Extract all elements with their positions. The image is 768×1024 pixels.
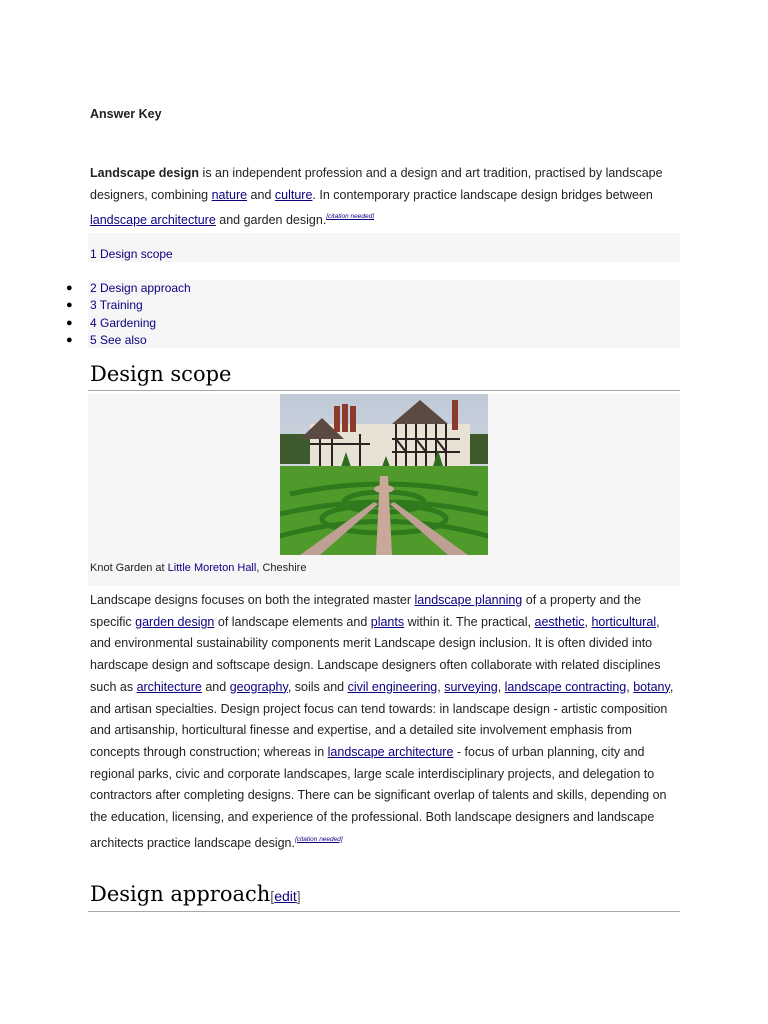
link-horticultural[interactable]: horticultural <box>591 614 657 629</box>
link-culture[interactable]: culture <box>274 187 313 202</box>
bullet-icon: ● <box>66 333 73 346</box>
body-text: , and environmental sustainability components merit Landscape design inclusion. It is often divided into hardscape design and softscape design. Landscape designers often collaborate with related disciplines such as <box>90 614 661 694</box>
toc-item-training[interactable]: 3 Training <box>90 298 143 313</box>
figure-caption <box>90 562 306 574</box>
edit-section-link <box>270 888 300 904</box>
caption-text: , Cheshire <box>256 562 307 574</box>
body-text: , <box>497 679 505 694</box>
body-text: , <box>437 679 445 694</box>
toc-item-design-scope[interactable]: 1 Design scope <box>90 247 173 261</box>
bullet-icon: ● <box>66 316 73 329</box>
intro-text: . In contemporary practice landscape design bridges between <box>312 187 653 202</box>
link-surveying[interactable]: surveying <box>444 679 498 694</box>
body-text: Landscape designs focuses on both the integrated master <box>90 593 415 607</box>
toc-item-see-also[interactable]: 5 See also <box>90 332 147 347</box>
bullet-icon: ● <box>66 299 73 312</box>
toc-list-box <box>66 280 680 348</box>
edit-link[interactable]: edit <box>274 888 297 904</box>
edit-bracket: [ <box>270 888 275 904</box>
toc-item-gardening[interactable]: 4 Gardening <box>90 315 157 330</box>
body-text: and <box>201 679 230 694</box>
heading-divider <box>88 390 680 391</box>
body-text: , soils and <box>287 679 348 694</box>
intro-text: and garden design. <box>215 213 327 228</box>
link-botany[interactable]: botany <box>633 679 670 694</box>
citation-needed <box>295 836 343 843</box>
toc-list-item <box>66 315 680 332</box>
figure-thumbnail <box>88 394 680 586</box>
toc-list-item <box>66 280 680 297</box>
heading-divider <box>88 911 680 912</box>
heading-design-scope: Design scope <box>90 362 232 386</box>
heading-design-approach-text: Design approach <box>90 882 271 906</box>
edit-bracket: ] <box>296 888 301 904</box>
heading-design-approach <box>90 882 301 906</box>
link-geography[interactable]: geography <box>229 679 288 694</box>
link-landscape-planning[interactable]: landscape planning <box>414 593 523 607</box>
citation-needed-link[interactable]: [citation needed] <box>294 835 343 843</box>
body-text: within it. The practical, <box>404 614 535 629</box>
body-text: of a property and the specific <box>90 593 642 629</box>
body-text: , and artisan specialties. Design project focus can tend towards: in landscape design - artistic composition and artisanship, horticultural finesse and expertise, and a detailed site involvement emphasis from concepts through construction; whereas in <box>90 679 674 759</box>
body-text: , <box>584 614 592 629</box>
link-aesthetic[interactable]: aesthetic <box>534 614 585 629</box>
citation-needed <box>326 213 374 220</box>
link-garden-design[interactable]: garden design <box>135 614 215 629</box>
link-civil-engineering[interactable]: civil engineering <box>347 679 438 694</box>
toc-list-item <box>66 297 680 314</box>
link-architecture[interactable]: architecture <box>136 679 202 694</box>
link-landscape-contracting[interactable]: landscape contracting <box>504 679 627 694</box>
answer-key-label: Answer Key <box>90 107 162 121</box>
intro-text: is an independent profession and a design and art tradition, practised by landscape designers, combining <box>90 166 663 202</box>
knot-garden-photo[interactable] <box>280 394 488 555</box>
design-scope-paragraph <box>90 590 680 854</box>
toc-list-item <box>66 332 680 349</box>
body-text: - focus of urban planning, city and regional parks, civic and corporate landscapes, large scale interdisciplinary projects, and delegation to contractors after completing designs. There can be significant overlap of talents and skills, depending on the education, licensing, and experience of the professional. Both landscape designers and landscape architects practice landscape design. <box>90 744 667 850</box>
toc-first-box <box>88 233 680 262</box>
intro-text: and <box>247 187 275 202</box>
bullet-icon: ● <box>66 282 73 294</box>
caption-text: Knot Garden at <box>90 562 168 574</box>
intro-bold-term: Landscape design <box>90 166 200 180</box>
link-landscape-architecture[interactable]: landscape architecture <box>90 213 216 228</box>
body-text: of landscape elements and <box>214 614 371 629</box>
toc-item-design-approach[interactable]: 2 Design approach <box>90 281 191 295</box>
toc-list <box>66 280 680 349</box>
body-text: , <box>626 679 634 694</box>
link-landscape-architecture-2[interactable]: landscape architecture <box>327 744 454 759</box>
intro-paragraph <box>90 163 680 232</box>
link-nature[interactable]: nature <box>211 187 248 202</box>
citation-needed-link[interactable]: [citation needed] <box>326 213 374 221</box>
link-plants[interactable]: plants <box>370 614 405 629</box>
link-little-moreton-hall[interactable]: Little Moreton Hall <box>167 562 257 574</box>
